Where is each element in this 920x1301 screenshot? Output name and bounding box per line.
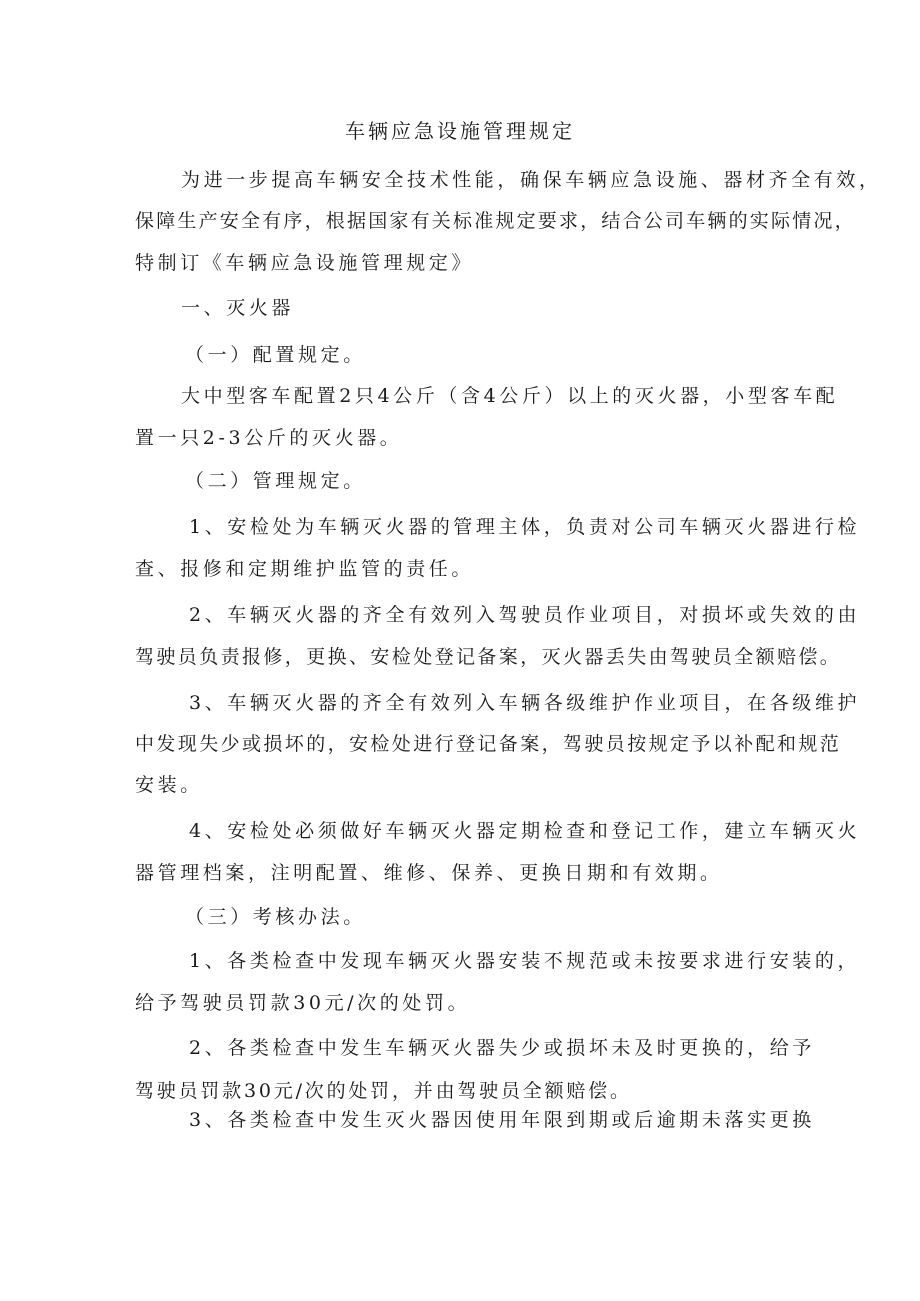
document-title: 车辆应急设施管理规定 bbox=[345, 119, 575, 143]
intro-line-3: 特制订《车辆应急设施管理规定》 bbox=[135, 252, 475, 274]
assessment-item-1-line-2: 给予驾驶员罚款30元/次的处罚。 bbox=[135, 992, 471, 1014]
management-item-3-line-2: 中发现失少或损坏的，安检处进行登记备案，驾驶员按规定予以补配和规范 bbox=[135, 733, 842, 755]
management-item-1-line-2: 查、报修和定期维护监管的责任。 bbox=[135, 558, 475, 580]
subsection-heading-management: （二）管理规定。 bbox=[185, 470, 366, 492]
management-item-3-line-3: 安装。 bbox=[135, 774, 203, 796]
assessment-item-1-line-1: 1、各类检查中发现车辆灭火器安装不规范或未按要求进行安装的， bbox=[189, 950, 861, 972]
config-line-1: 大中型客车配置2只4公斤（含4公斤）以上的灭火器，小型客车配 bbox=[181, 385, 839, 407]
management-item-4-line-1: 4、安检处必须做好车辆灭火器定期检查和登记工作，建立车辆灭火 bbox=[189, 820, 861, 842]
assessment-item-2-line-1: 2、各类检查中发生车辆灭火器失少或损坏未及时更换的，给予 bbox=[189, 1037, 815, 1059]
management-item-1-line-1: 1、安检处为车辆灭火器的管理主体，负责对公司车辆灭火器进行检 bbox=[189, 516, 861, 538]
section-heading-extinguisher: 一、灭火器 bbox=[181, 297, 295, 319]
intro-line-1: 为进一步提高车辆安全技术性能，确保车辆应急设施、器材齐全有效， bbox=[181, 169, 882, 191]
management-item-2-line-1: 2、车辆灭火器的齐全有效列入驾驶员作业项目，对损坏或失效的由 bbox=[189, 604, 861, 626]
config-line-2: 置一只2-3公斤的灭火器。 bbox=[135, 427, 403, 449]
subsection-heading-config: （一）配置规定。 bbox=[185, 344, 366, 366]
assessment-item-3-line-1: 3、各类检查中发生灭火器因使用年限到期或后逾期未落实更换 bbox=[189, 1109, 815, 1131]
assessment-item-2-line-2: 驾驶员罚款30元/次的处罚，并由驾驶员全额赔偿。 bbox=[135, 1080, 632, 1102]
subsection-heading-assessment: （三）考核办法。 bbox=[185, 906, 366, 928]
management-item-2-line-2: 驾驶员负责报修，更换、安检处登记备案，灭火器丢失由驾驶员全额赔偿。 bbox=[135, 646, 842, 668]
intro-line-2: 保障生产安全有序，根据国家有关标准规定要求，结合公司车辆的实际情况， bbox=[135, 210, 856, 232]
management-item-4-line-2: 器管理档案，注明配置、维修、保养、更换日期和有效期。 bbox=[135, 862, 723, 884]
management-item-3-line-1: 3、车辆灭火器的齐全有效列入车辆各级维护作业项目，在各级维护 bbox=[189, 692, 861, 714]
